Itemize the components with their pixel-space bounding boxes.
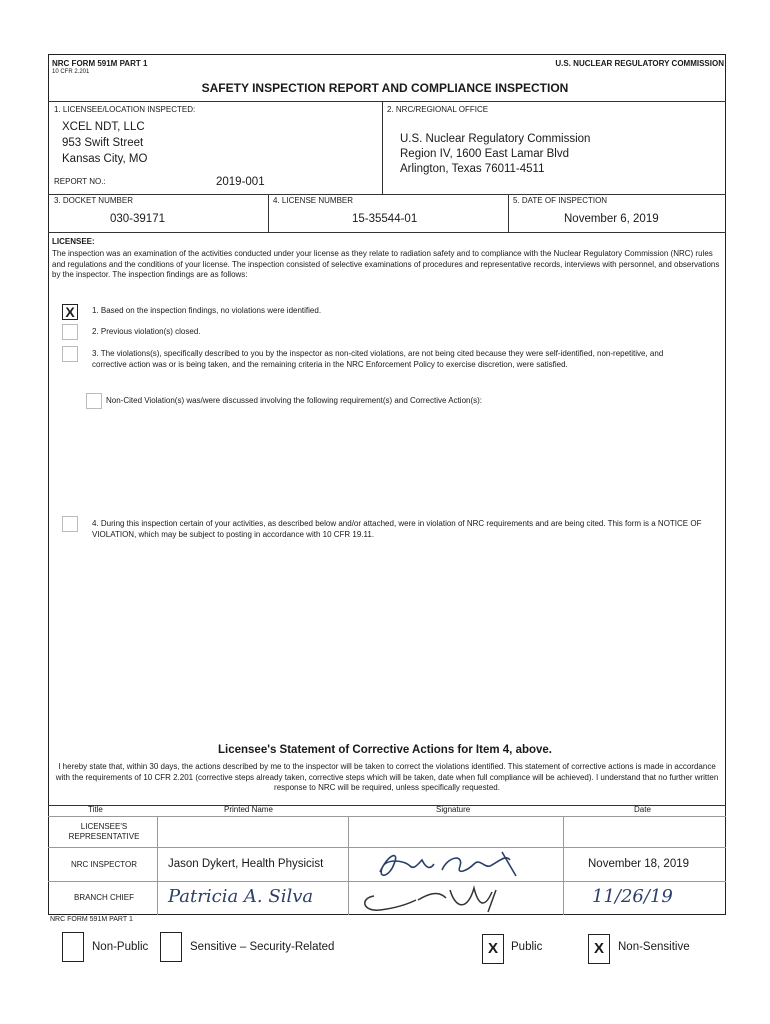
- agency-name: U.S. NUCLEAR REGULATORY COMMISSION: [555, 59, 724, 68]
- column-printed-name: Printed Name: [224, 805, 273, 814]
- non-public-checkbox[interactable]: [62, 932, 84, 962]
- licensee-city: Kansas City, MO: [62, 153, 148, 165]
- office-line-3: Arlington, Texas 76011-4511: [400, 163, 545, 175]
- item-3-text: 3. The violations(s), specifically described to you by the inspector as non-cited violations, are not being cited because they were self-identified, non-repetitive, and corrective action was or is being taken, and the remaining criteria in the NRC Enforcement Policy to exercise discretion, were satisfied.: [92, 349, 664, 369]
- office-line-1: U.S. Nuclear Regulatory Commission: [400, 133, 591, 145]
- inspection-intro: The inspection was an examination of the activities conducted under your license as they relate to radiation safety and to compliance with the Nuclear Regulatory Commission (NRC) rules and regulations and the conditions of your license. The inspection consisted of selective examinations of procedures and representative records, interviews with personnel, and observations by the inspector. The inspection findings are as follows:: [52, 249, 720, 279]
- row-title-branch-chief: BRANCH CHIEF: [73, 893, 134, 902]
- licensee-location-label: 1. LICENSEE/LOCATION INSPECTED:: [54, 105, 196, 114]
- docket-number: 030-39171: [110, 213, 165, 225]
- item-2-checkbox[interactable]: [62, 324, 78, 340]
- licensee-street: 953 Swift Street: [62, 137, 144, 149]
- item-2-text: 2. Previous violation(s) closed.: [92, 327, 201, 336]
- ncv-text: Non-Cited Violation(s) was/were discussed involving the following requirement(s) and Corrective Action(s):: [106, 396, 483, 405]
- divider: [48, 101, 726, 102]
- item-4-text: 4. During this inspection certain of your activities, as described below and/or attached, were in violation of NRC requirements and are being cited. This form is a NOTICE OF VIOLATION, which may be subject to posting in accordance with 10 CFR 19.11.: [92, 519, 702, 539]
- item-1-text: 1. Based on the inspection findings, no violations were identified.: [92, 306, 322, 315]
- divider: [348, 816, 349, 915]
- divider: [48, 232, 726, 233]
- row-title-nrc-inspector: NRC INSPECTOR: [70, 860, 138, 869]
- report-number: 2019-001: [216, 176, 265, 188]
- license-number-label: 4. LICENSE NUMBER: [273, 196, 354, 205]
- row-title-licensee-rep: LICENSEE'S REPRESENTATIVE: [68, 822, 140, 841]
- form-title: SAFETY INSPECTION REPORT AND COMPLIANCE INSPECTION: [201, 81, 569, 95]
- form-id: NRC FORM 591M PART 1: [52, 59, 148, 68]
- column-title: Title: [88, 805, 103, 814]
- office-line-2: Region IV, 1600 East Lamar Blvd: [400, 148, 569, 160]
- column-signature: Signature: [436, 805, 471, 814]
- non-sensitive-label: Non-Sensitive: [618, 941, 690, 953]
- report-number-label: REPORT NO.:: [54, 177, 106, 186]
- cfr-reference: 10 CFR 2.201: [52, 69, 90, 75]
- docket-number-label: 3. DOCKET NUMBER: [54, 196, 133, 205]
- divider: [563, 816, 564, 915]
- non-sensitive-checkbox[interactable]: X: [588, 934, 610, 964]
- item-3-checkbox[interactable]: [62, 346, 78, 362]
- inspector-name: Jason Dykert, Health Physicist: [168, 858, 324, 870]
- sensitive-label: Sensitive – Security-Related: [190, 941, 335, 953]
- divider: [157, 816, 158, 915]
- divider: [48, 805, 726, 806]
- inspection-date: November 6, 2019: [564, 213, 659, 225]
- ncv-checkbox[interactable]: [86, 393, 102, 409]
- divider: [382, 101, 383, 194]
- divider: [508, 194, 509, 232]
- divider: [48, 816, 726, 817]
- non-public-label: Non-Public: [92, 941, 149, 953]
- licensee-name: XCEL NDT, LLC: [62, 121, 145, 133]
- footer-form-id: NRC FORM 591M PART 1: [50, 916, 133, 923]
- column-date: Date: [634, 805, 651, 814]
- branch-chief-date: 11/26/19: [592, 886, 673, 907]
- item-4-checkbox[interactable]: [62, 516, 78, 532]
- inspector-date: November 18, 2019: [588, 858, 690, 870]
- statement-body: I hereby state that, within 30 days, the actions described by me to the inspector will be taken to correct the violations identified. This statement of corrective actions is made in accordance with the requirements of 10 CFR 2.201 (corrective steps already taken, corrective steps which will be taken, date when full compliance will be achieved). I understand that no further written response to NRC will be required, unless specifically requested.: [55, 762, 719, 792]
- public-checkbox[interactable]: X: [482, 934, 504, 964]
- sensitive-checkbox[interactable]: [160, 932, 182, 962]
- license-number: 15-35544-01: [352, 213, 418, 225]
- divider: [48, 194, 726, 195]
- divider: [268, 194, 269, 232]
- regional-office-label: 2. NRC/REGIONAL OFFICE: [387, 105, 489, 114]
- branch-chief-signature: [356, 880, 536, 914]
- branch-chief-name: Patricia A. Silva: [168, 886, 314, 907]
- public-label: Public: [511, 941, 543, 953]
- statement-heading: Licensee's Statement of Corrective Actions for Item 4, above.: [218, 744, 552, 756]
- item-1-checkbox[interactable]: X: [62, 304, 78, 320]
- licensee-heading: LICENSEE:: [52, 237, 95, 246]
- inspection-date-label: 5. DATE OF INSPECTION: [513, 196, 608, 205]
- inspector-signature: [360, 846, 530, 882]
